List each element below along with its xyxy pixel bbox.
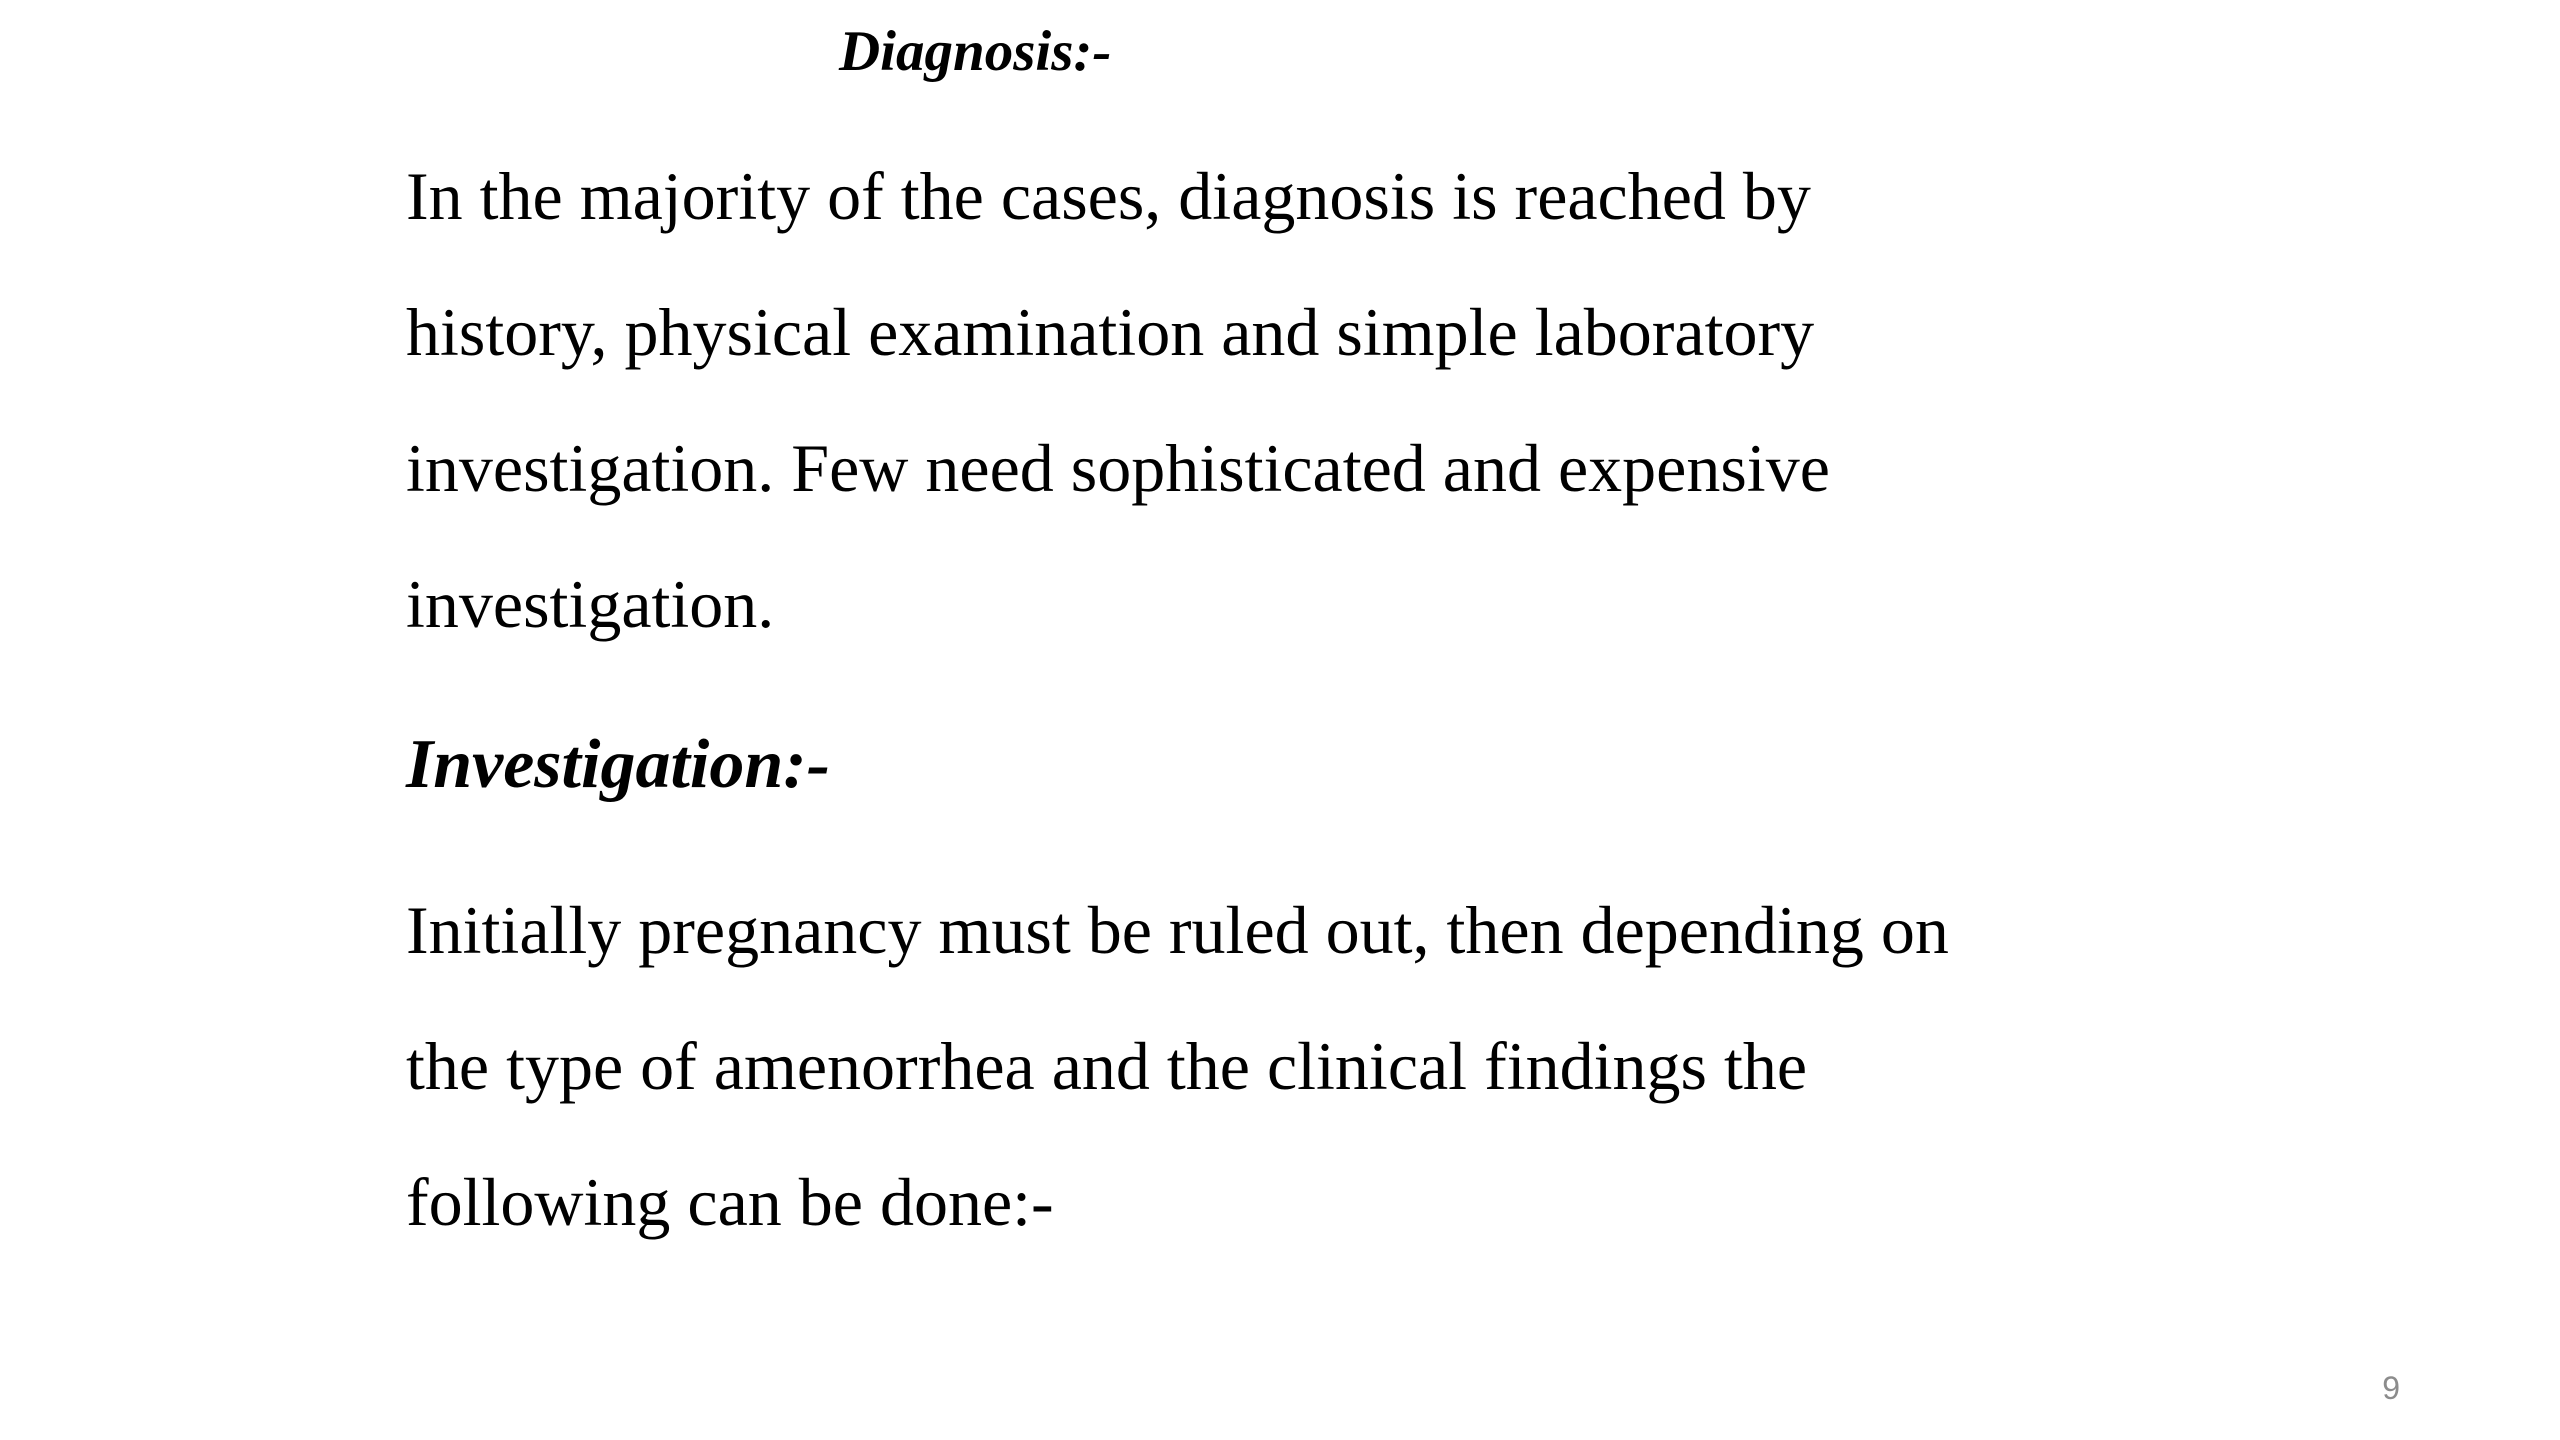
paragraph-line: following can be done:-: [406, 1164, 1054, 1240]
paragraph-line: In the majority of the cases, diagnosis is reached by: [406, 158, 1811, 234]
investigation-heading: Investigation:-: [406, 726, 830, 803]
investigation-paragraph: [406, 862, 2206, 1270]
paragraph-line: history, physical examination and simple laboratory: [406, 294, 1815, 370]
diagnosis-heading: Diagnosis:-: [839, 20, 1112, 83]
paragraph-line: Initially pregnancy must be ruled out, then depending on: [406, 892, 1949, 968]
paragraph-line: investigation. Few need sophisticated and expensive: [406, 430, 1830, 506]
page-number: 9: [2382, 1370, 2400, 1406]
paragraph-line: investigation.: [406, 566, 775, 642]
paragraph-line: the type of amenorrhea and the clinical findings the: [406, 1028, 1808, 1104]
diagnosis-paragraph: [406, 128, 2206, 672]
